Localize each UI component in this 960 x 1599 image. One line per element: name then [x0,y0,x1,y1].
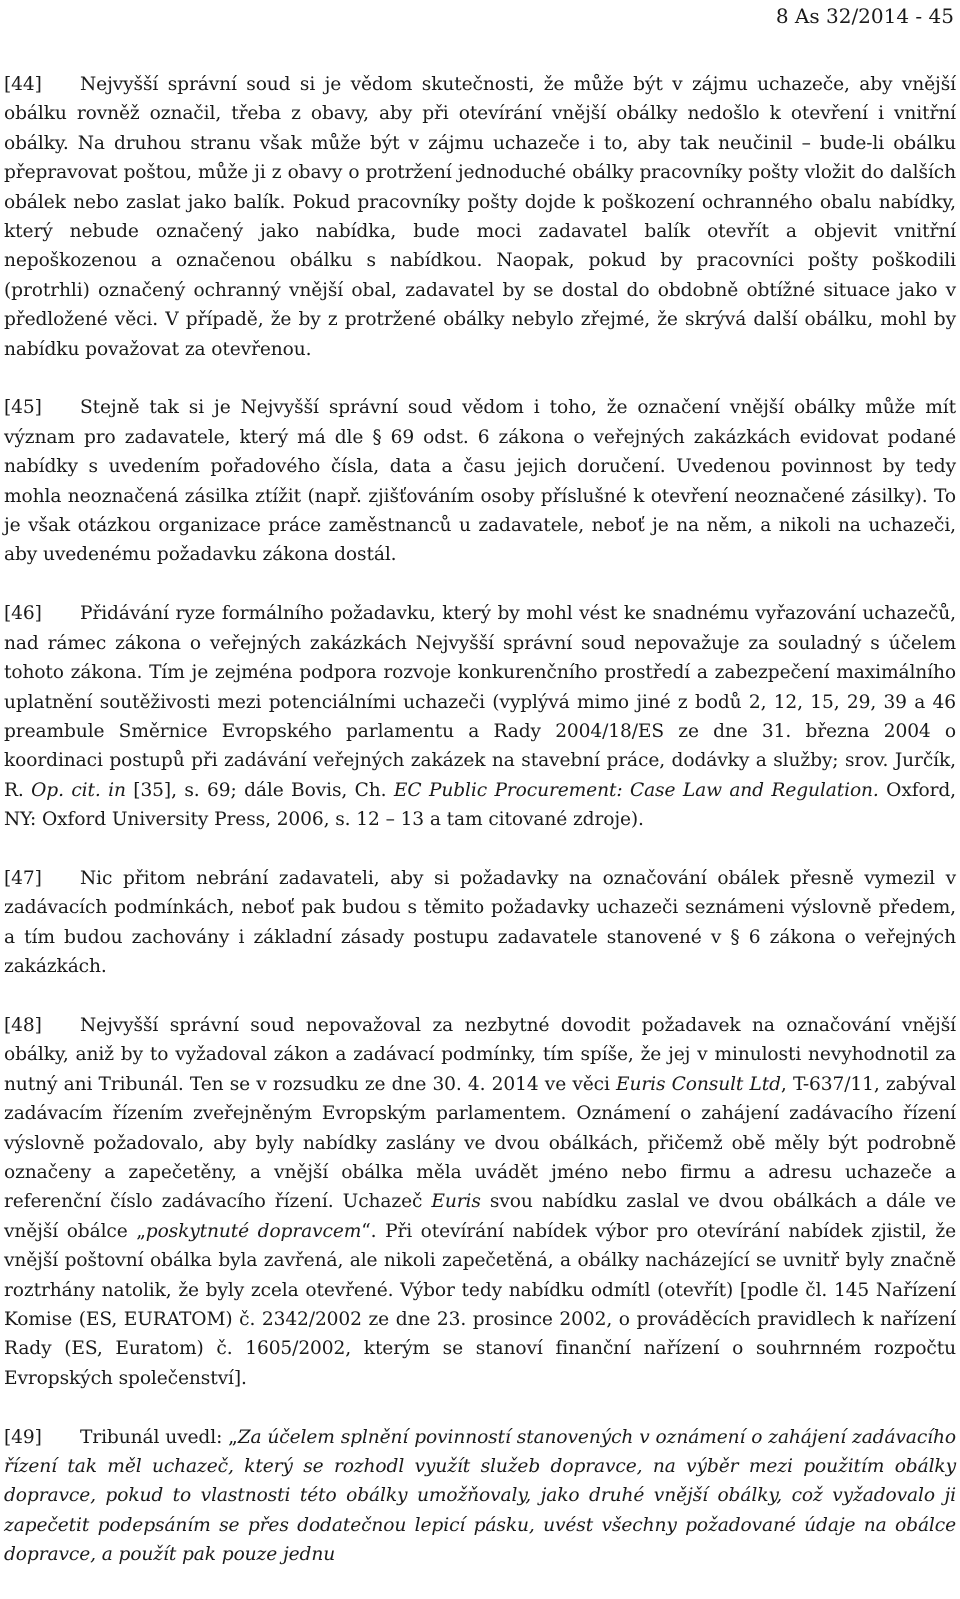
paragraph-48 [4,1011,956,1393]
paragraph-49 [4,1423,956,1570]
paragraph-number: [45] [4,397,42,419]
text-segment: Přidávání ryze formálního požadavku, který by mohl vést ke snadnému vyřazování uchazečů, nad rámec zákona o veřejných zakázkách Nejvyšší správní soud nepovažuje za souladný s účelem tohoto zákona. Tím je zejména podpora rozvoje konkurenčního prostředí a zabezpečení maximálního uplatnění soutěživosti mezi potenciálními uchazeči (vyplývá mimo jiné z bodů 2, 12, 15, 29, 39 a 46 preambule Směrnice Evropského parlamentu a Rady 2004/18/ES ze dne 31. března 2004 o koordinaci postupů při zadávání veřejných zakázek na stavební práce, dodávky a služby; srov. Jurčík, R. [4,603,956,801]
text-segment: svou nabídku zaslal ve dvou obálkách a dále ve vnější obálce „ [4,1191,956,1242]
paragraph-number: [46] [4,603,42,625]
text-segment: Stejně tak si je Nejvyšší správní soud vědom i toho, že označení vnější obálky může mít význam pro zadavatele, který má dle § 69 odst. 6 zákona o veřejných zakázkách evidovat podané nabídky s uvedením pořadového čísla, data a času jejich doručení. Uvedenou povinnost by tedy mohla neoznačená zásilka ztížit (např. zjišťováním osoby příslušné k otevření neoznačené zásilky). To je však otázkou organizace práce zaměstnanců u zadavatele, neboť je na něm, a nikoli na uchazeči, aby uvedenému požadavku zákona dostál. [4,397,956,566]
text-segment: Nejvyšší správní soud nepovažoval za nezbytné dovodit požadavek na označování vnější obálky, aniž by to vyžadoval zákon a zadávací podmínky, tím spíše, že jej v minulosti nevyhodnotil za nutný ani Tribunál. Ten se v rozsudku ze dne 30. 4. 2014 ve věci [4,1014,956,1095]
paragraph-text [4,603,956,830]
paragraph-number: [47] [4,867,42,889]
paragraph-44 [4,70,956,364]
paragraph-text [4,1427,956,1566]
paragraph-45 [4,393,956,569]
text-segment: Nic přitom nebrání zadavateli, aby si požadavky na označování obálek přesně vymezil v zadávacích podmínkách, neboť pak budou s těmito požadavky uchazeči seznámeni výslovně předem, a tím budou zachovány i základní zásady postupu zadavatele stanovené v § 6 zákona o veřejných zakázkách. [4,867,956,978]
text-segment-italic: Za účelem splnění povinností stanovených v oznámení o zahájení zadávacího řízení tak měl uchazeč, který se rozhodl využít služeb dopravce, na výběr mezi použitím obálky dopravce, pokud to vlastnosti této obálky umožňovaly, jako druhé vnější obálky, což vyžadovalo ji zapečetit podepsáním se přes dodatečnou lepicí pásku, uvést všechny požadované údaje na obálce dopravce, a použít pak pouze jednu [4,1426,956,1566]
text-segment-italic: Op. cit. in [31,779,126,801]
paragraph-number: [44] [4,74,42,95]
paragraph-number: [49] [4,1426,42,1448]
text-segment-italic: EC Public Procurement: Case Law and Regulation. [393,779,879,801]
paragraph-text [4,868,956,977]
text-segment: , T-637/11, zabýval zadávacím řízením zveřejněným Evropským parlamentem. Oznámení o zahájení zadávacího řízení výslovně požadovalo, aby byly nabídky zaslány ve dvou obálkách, přičemž obě měly být podrobně označeny a zapečetěny, a vnější obálka měla uvádět jméno nebo firmu a adresu uchazeče a referenční číslo zadávacího řízení. Uchazeč [4,1073,956,1213]
text-segment: “. Při otevírání nabídek výbor pro otevírání nabídek zjistil, že vnější poštovní obálka byla zavřená, ale nikoli zapečetěná, a obálky nacházející se uvnitř byly značně roztrhány natolik, že byly zcela otevřené. Výbor tedy nabídku odmítl (otevřít) [podle čl. 145 Nařízení Komise (ES, EURATOM) č. 2342/2002 ze dne 23. prosince 2002, o prováděcích pravidlech k nařízení Rady (ES, Euratom) č. 1605/2002, kterým se stanoví finanční nařízení o souhrnném rozpočtu Evropských společenství]. [4,1220,956,1389]
paragraph-text [4,397,956,565]
paragraph-47 [4,864,956,982]
paragraph-text [4,74,956,360]
text-segment: Oxford, NY: Oxford University Press, 2006, s. 12 – 13 a tam citované zdroje). [4,779,956,831]
document-body [4,70,956,1599]
text-segment-italic: Euris [431,1191,481,1213]
paragraph-46 [4,599,956,834]
page-header-case-ref: 8 As 32/2014 - 45 [775,4,954,28]
text-segment-italic: poskytnuté dopravcem [145,1220,362,1242]
text-segment: Tribunál uvedl: „ [80,1426,238,1448]
paragraph-text [4,1015,956,1389]
paragraph-number: [48] [4,1014,42,1036]
text-segment: Nejvyšší správní soud si je vědom skutečnosti, že může být v zájmu uchazeče, aby vnější obálku rovněž označil, třeba z obavy, aby při otevírání vnější obálky nedošlo k otevření i vnitřní obálky. Na druhou stranu však může být v zájmu uchazeče i to, aby tak neučinil – bude-li obálku přepravovat poštou, může ji z obavy o protržení jednoduché obálky pracovníky pošty vložit do dalších obálek nebo zaslat jako balík. Pokud pracovníky pošty dojde k poškození ochranného obalu nabídky, který nebude označený jako nabídka, bude moci zadavatel balík otevřít a objevit vnitřní nepoškozenou a označenou obálku s nabídkou. Naopak, pokud by pracovníci pošty poškodili (protrhli) označený ochranný vnější obal, zadavatel by se dostal do obdobně obtížné situace jako v předložené věci. V případě, že by z protržené obálky nebylo zřejmé, že skrývá další obálku, mohl by nabídku považovat za otevřenou. [4,74,956,360]
text-segment: [35], s. 69; dále Bovis, Ch. [125,779,394,801]
text-segment-italic: Euris Consult Ltd [616,1073,781,1095]
